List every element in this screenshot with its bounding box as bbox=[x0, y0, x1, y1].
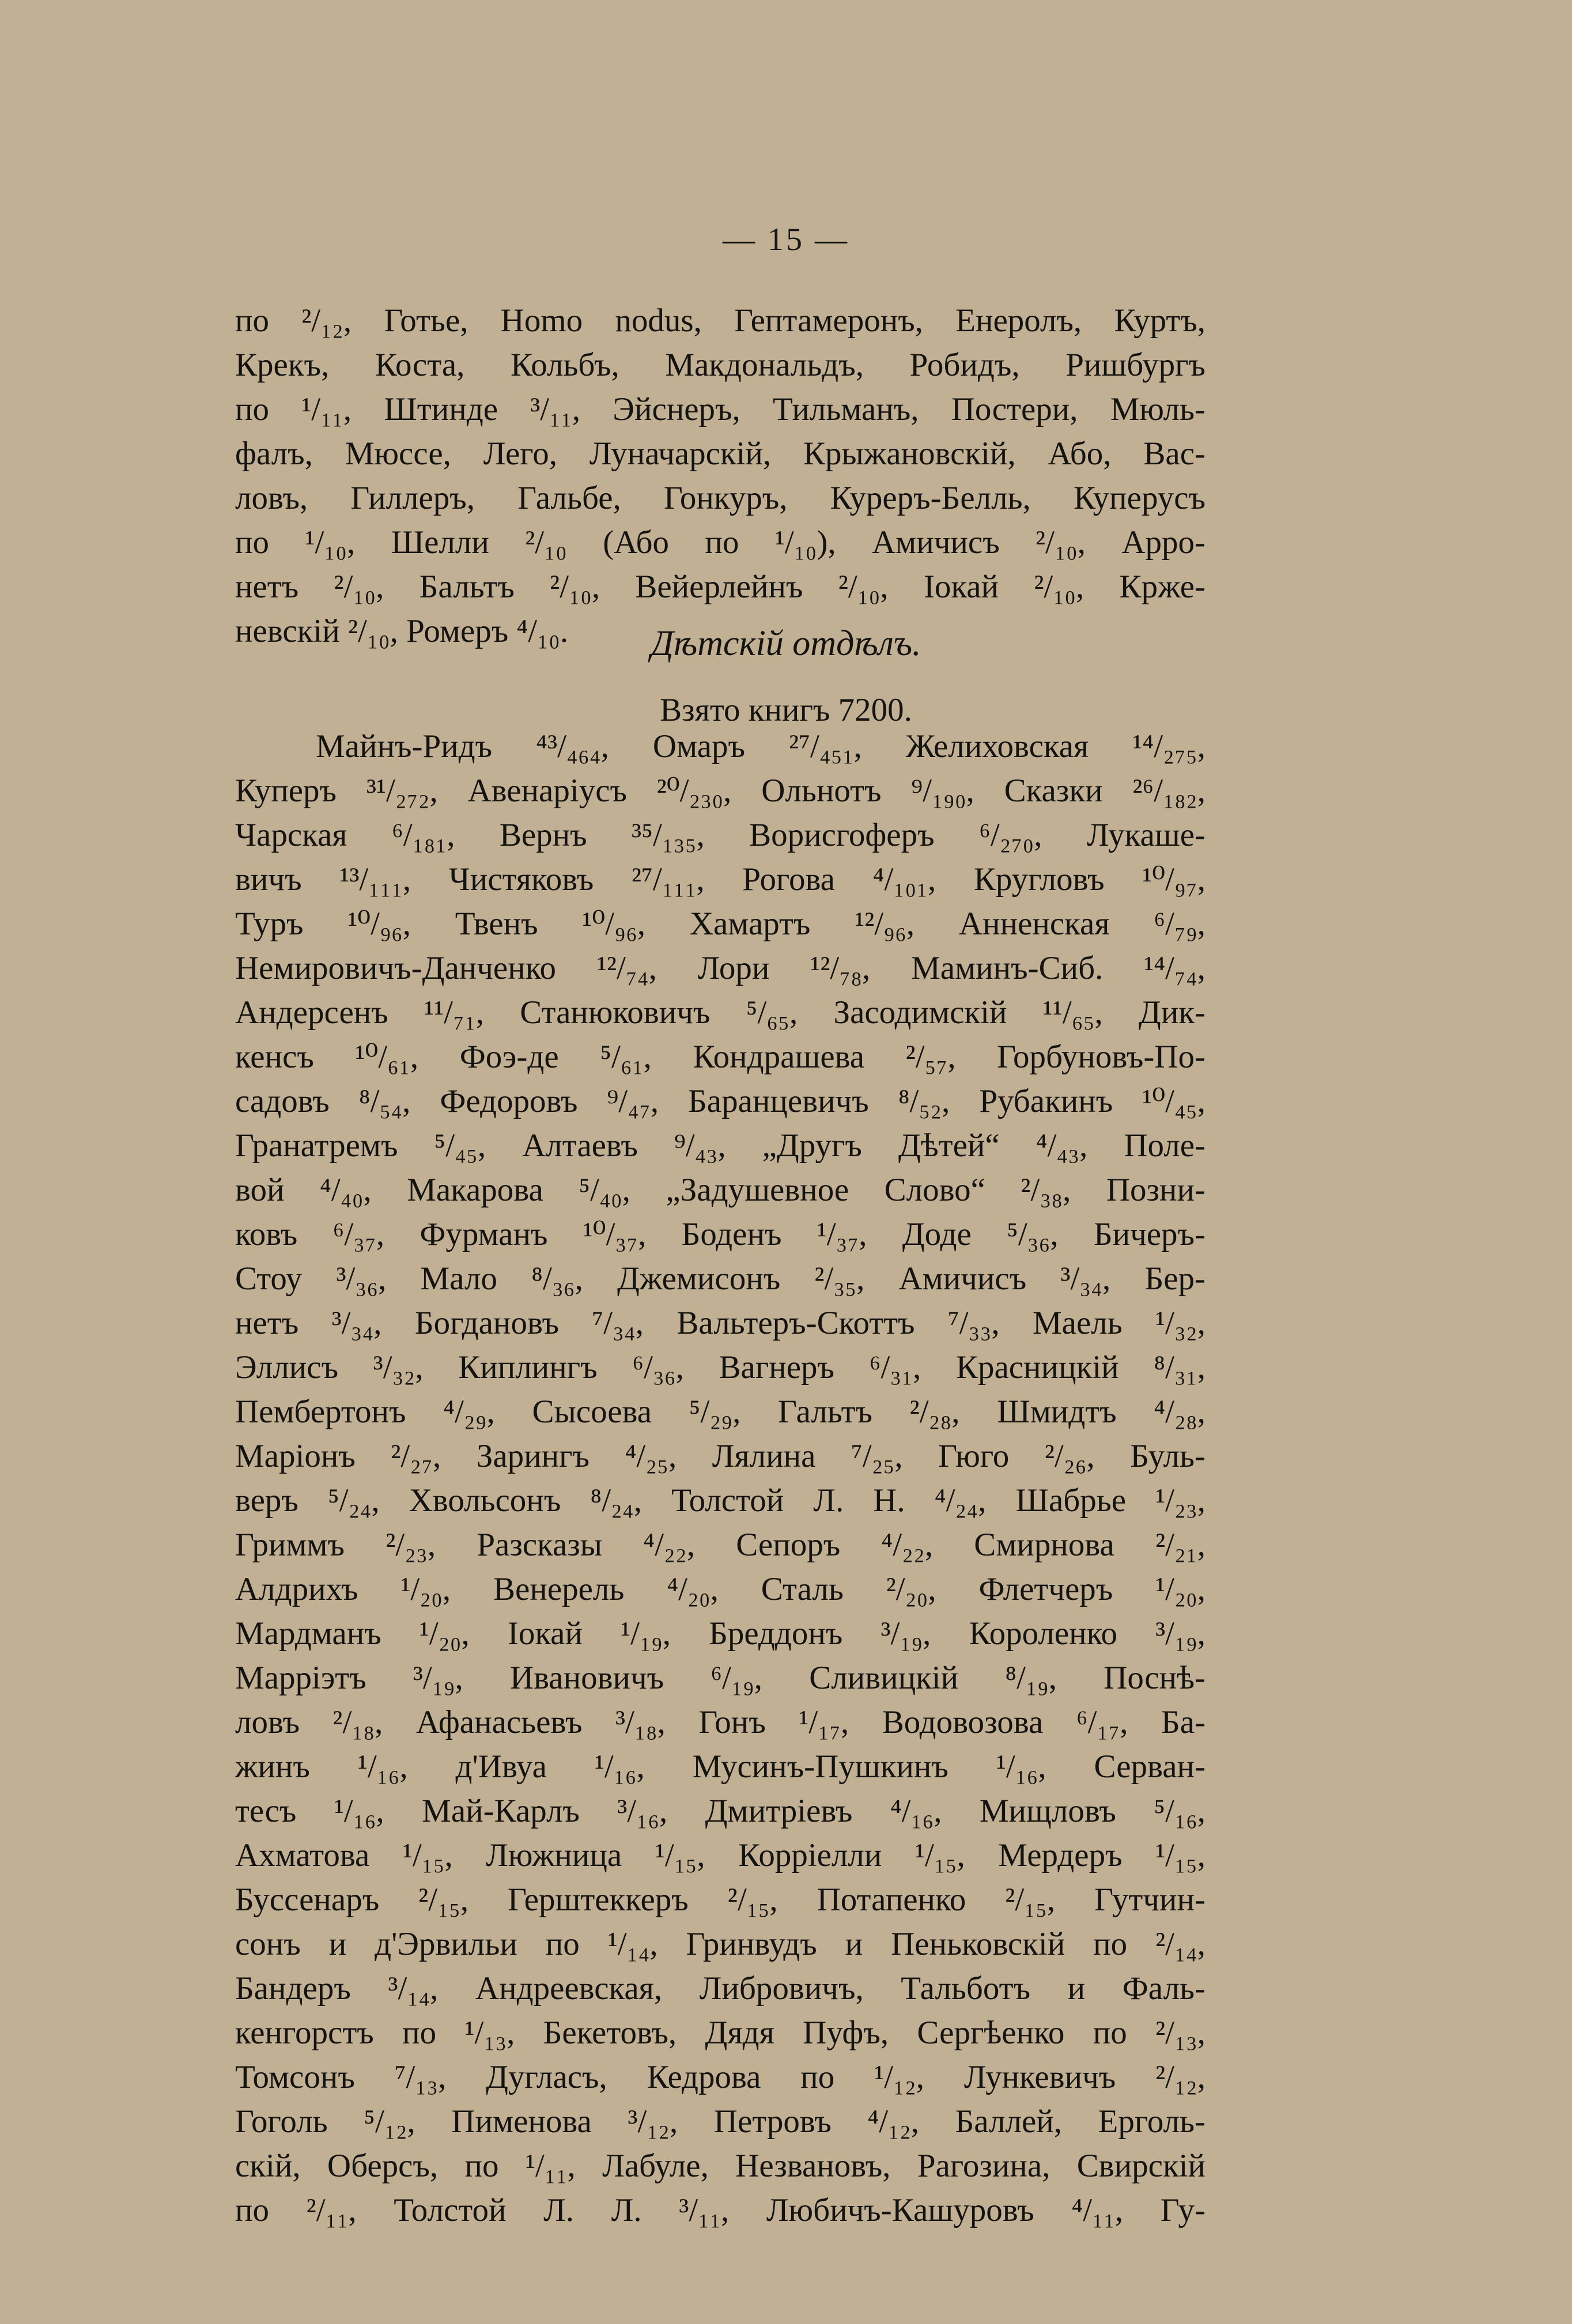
text-line: Буссенаръ ²/₁₅, Герштеккеръ ²/₁₅, Потапенко ²/₁₅, Гутчин- bbox=[235, 1882, 1206, 1918]
text-line: фалъ, Мюссе, Лего, Луначарскій, Крыжановскій, Або, Вас- bbox=[235, 436, 1206, 472]
text-line: Гранатремъ ⁵/₄₅, Алтаевъ ⁹/₄₃, „Другъ Дѣтей“ ⁴/₄₃, Поле- bbox=[235, 1127, 1206, 1164]
text-line: Гоголь ⁵/₁₂, Пименова ³/₁₂, Петровъ ⁴/₁₂, Баллей, Ерголь- bbox=[235, 2103, 1206, 2140]
text-line: нетъ ²/₁₀, Бальтъ ²/₁₀, Вейерлейнъ ²/₁₀, Іокай ²/₁₀, Крже- bbox=[235, 569, 1206, 605]
text-line: Эллисъ ³/₃₂, Киплингъ ⁶/₃₆, Вагнеръ ⁶/₃₁, Красницкій ⁸/₃₁, bbox=[235, 1349, 1206, 1386]
books-taken-line: Взято книгъ 7200. bbox=[660, 692, 912, 728]
text-line: Гриммъ ²/₂₃, Разсказы ⁴/₂₂, Сепоръ ⁴/₂₂, Смирнова ²/₂₁, bbox=[235, 1527, 1206, 1563]
text-line: по ¹/₁₁, Штинде ³/₁₁, Эйснеръ, Тильманъ, Постери, Мюль- bbox=[235, 391, 1206, 427]
text-line: Крекъ, Коста, Кольбъ, Макдональдъ, Робидъ, Ришбургъ bbox=[235, 347, 1206, 383]
text-line: Куперъ ³¹/₂₇₂, Авенаріусъ ²⁰/₂₃₀, Ольнотъ ⁹/₁₉₀, Сказки ²⁶/₁₈₂, bbox=[235, 773, 1206, 809]
text-line: по ²/₁₁, Толстой Л. Л. ³/₁₁, Любичъ-Кашуровъ ⁴/₁₁, Гу- bbox=[235, 2192, 1206, 2228]
page-number: — 15 — bbox=[723, 222, 849, 258]
text-line: Пембертонъ ⁴/₂₉, Сысоева ⁵/₂₉, Гальтъ ²/₂₈, Шмидтъ ⁴/₂₈, bbox=[235, 1394, 1206, 1430]
text-line: по ¹/₁₀, Шелли ²/₁₀ (Або по ¹/₁₀), Амичисъ ²/₁₀, Арро- bbox=[235, 524, 1206, 561]
text-line: ловъ ²/₁₈, Афанасьевъ ³/₁₈, Гонъ ¹/₁₇, Водовозова ⁶/₁₇, Ба- bbox=[235, 1704, 1206, 1740]
text-line: кенгорстъ по ¹/₁₃, Бекетовъ, Дядя Пуфъ, Сергѣенко по ²/₁₃, bbox=[235, 2015, 1206, 2051]
text-line: по ²/₁₂, Готье, Homo nodus, Гептамеронъ, Енеролъ, Куртъ, bbox=[235, 302, 1206, 339]
text-line: Стоу ³/₃₆, Мало ⁸/₃₆, Джемисонъ ²/₃₅, Амичисъ ³/₃₄, Бер- bbox=[235, 1261, 1206, 1297]
text-line: тесъ ¹/₁₆, Май-Карлъ ³/₁₆, Дмитріевъ ⁴/₁₆, Мищловъ ⁵/₁₆, bbox=[235, 1793, 1206, 1829]
text-line: Томсонъ ⁷/₁₃, Дугласъ, Кедрова по ¹/₁₂, Лункевичъ ²/₁₂, bbox=[235, 2059, 1206, 2095]
text-line: Алдрихъ ¹/₂₀, Венерель ⁴/₂₀, Сталь ²/₂₀, Флетчеръ ¹/₂₀, bbox=[235, 1571, 1206, 1607]
text-line: скій, Оберсъ, по ¹/₁₁, Лабуле, Незвановъ, Рагозина, Свирскій bbox=[235, 2148, 1206, 2184]
text-line: Майнъ-Ридъ ⁴³/₄₆₄, Омаръ ²⁷/₄₅₁, Желиховская ¹⁴/₂₇₅, bbox=[316, 728, 1206, 764]
section-heading: Дѣтскій отдѣлъ. bbox=[651, 624, 921, 663]
text-line: Мардманъ ¹/₂₀, Іокай ¹/₁₉, Бреддонъ ³/₁₉, Короленко ³/₁₉, bbox=[235, 1615, 1206, 1652]
text-line: ловъ, Гиллеръ, Гальбе, Гонкуръ, Куреръ-Белль, Куперусъ bbox=[235, 480, 1206, 516]
text-line: вой ⁴/₄₀, Макарова ⁵/₄₀, „Задушевное Слово“ ²/₃₈, Позни- bbox=[235, 1172, 1206, 1208]
text-line: жинъ ¹/₁₆, д'Ивуа ¹/₁₆, Мусинъ-Пушкинъ ¹/₁₆, Серван- bbox=[235, 1748, 1206, 1785]
text-line: веръ ⁵/₂₄, Хвольсонъ ⁸/₂₄, Толстой Л. Н. ⁴/₂₄, Шабрье ¹/₂₃, bbox=[235, 1482, 1206, 1519]
children-section-paragraph bbox=[235, 724, 1206, 2232]
text-line: Маріонъ ²/₂₇, Зарингъ ⁴/₂₅, Лялина ⁷/₂₅, Гюго ²/₂₆, Буль- bbox=[235, 1438, 1206, 1474]
text-line: Ахматова ¹/₁₅, Люжница ¹/₁₅, Корріелли ¹/₁₅, Мердеръ ¹/₁₅, bbox=[235, 1837, 1206, 1873]
text-line: садовъ ⁸/₅₄, Федоровъ ⁹/₄₇, Баранцевичъ ⁸/₅₂, Рубакинъ ¹⁰/₄₅, bbox=[235, 1083, 1206, 1119]
text-line: Туръ ¹⁰/₉₆, Твенъ ¹⁰/₉₆, Хамартъ ¹²/₉₆, Анненская ⁶/₇₉, bbox=[235, 906, 1206, 942]
text-line: кенсъ ¹⁰/₆₁, Фоэ-де ⁵/₆₁, Кондрашева ²/₅₇, Горбуновъ-По- bbox=[235, 1039, 1206, 1075]
text-line: сонъ и д'Эрвильи по ¹/₁₄, Гринвудъ и Пеньковскій по ²/₁₄, bbox=[235, 1926, 1206, 1962]
text-line: Андерсенъ ¹¹/₇₁, Станюковичъ ⁵/₆₅, Засодимскій ¹¹/₆₅, Дик- bbox=[235, 994, 1206, 1031]
text-line: невскій ²/₁₀, Ромеръ ⁴/₁₀. bbox=[235, 613, 569, 649]
text-line: вичъ ¹³/₁₁₁, Чистяковъ ²⁷/₁₁₁, Рогова ⁴/₁₀₁, Кругловъ ¹⁰/₉₇, bbox=[235, 861, 1206, 898]
text-line: Марріэтъ ³/₁₉, Ивановичъ ⁶/₁₉, Сливицкій ⁸/₁₉, Поснѣ- bbox=[235, 1660, 1206, 1696]
text-line: Чарская ⁶/₁₈₁, Вернъ ³⁵/₁₃₅, Ворисгоферъ ⁶/₂₇₀, Лукаше- bbox=[235, 817, 1206, 853]
text-line: Бандеръ ³/₁₄, Андреевская, Либровичъ, Тальботъ и Фаль- bbox=[235, 1970, 1206, 2007]
text-line: Немировичъ-Данченко ¹²/₇₄, Лори ¹²/₇₈, Маминъ-Сиб. ¹⁴/₇₄, bbox=[235, 950, 1206, 986]
text-line: ковъ ⁶/₃₇, Фурманъ ¹⁰/₃₇, Боденъ ¹/₃₇, Доде ⁵/₃₆, Бичеръ- bbox=[235, 1216, 1206, 1252]
text-line: нетъ ³/₃₄, Богдановъ ⁷/₃₄, Вальтеръ-Скоттъ ⁷/₃₃, Маель ¹/₃₂, bbox=[235, 1305, 1206, 1341]
continued-paragraph bbox=[235, 298, 1206, 653]
